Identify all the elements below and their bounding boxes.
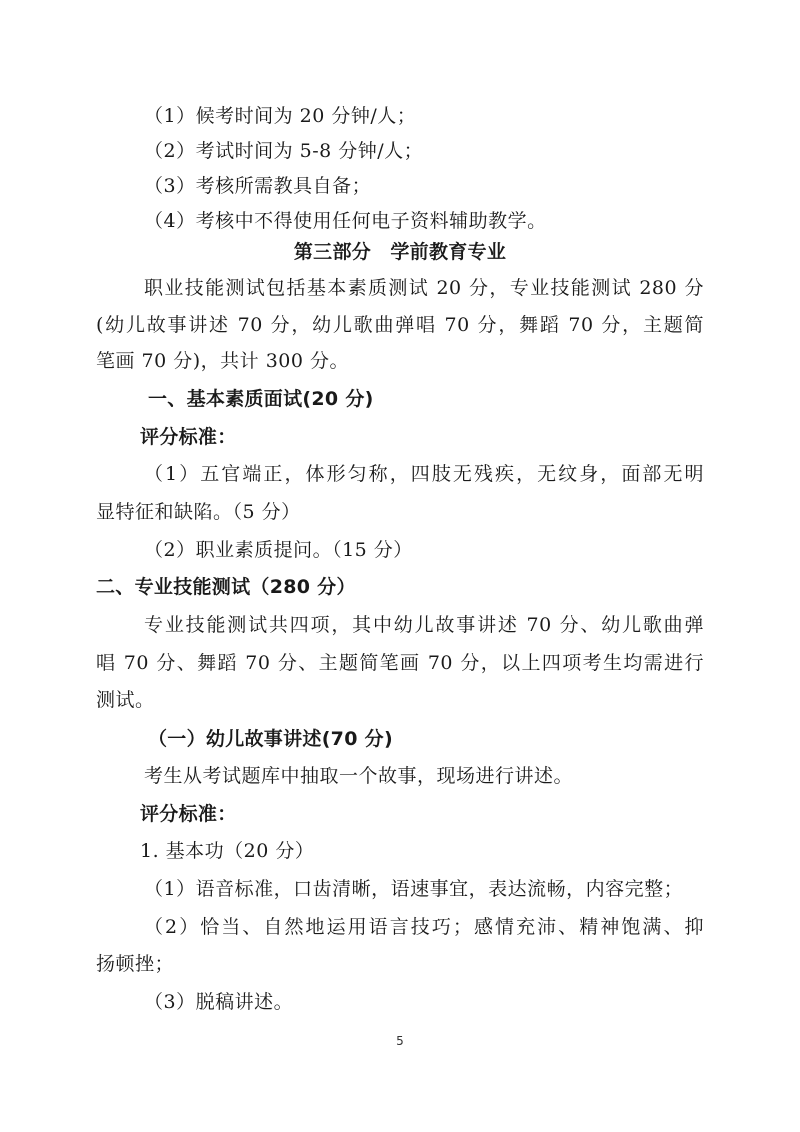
basic-skills-heading: 1. 基本功（20 分） (140, 840, 315, 862)
section-heading-part-three: 第三部分 学前教育专业 (293, 241, 507, 263)
scoring-criteria-label-2: 评分标准： (140, 803, 237, 825)
basic-skills-item-3: （3）脱稿讲述。 (144, 991, 294, 1013)
heading-basic-quality-interview: 一、基本素质面试(20 分) (148, 388, 374, 410)
heading-professional-skills-test: 二、专业技能测试（280 分） (96, 576, 356, 598)
skills-paragraph-line-2: 唱 70 分、舞蹈 70 分、主题简笔画 70 分，以上四项考生均需进行 (96, 652, 704, 674)
rule-line-1: （1）候考时间为 20 分钟/人； (144, 105, 417, 127)
basic-skills-item-1: （1）语音标准，口齿清晰，语速事宜，表达流畅，内容完整； (144, 878, 684, 900)
basic-skills-item-2-line-2: 扬顿挫； (96, 953, 175, 975)
criteria-item-1-line-1: （1）五官端正，体形匀称，四肢无残疾，无纹身，面部无明 (144, 463, 704, 485)
intro-paragraph-line-1: 职业技能测试包括基本素质测试 20 分，专业技能测试 280 分 (144, 277, 704, 299)
scoring-criteria-label-1: 评分标准： (140, 426, 237, 448)
rule-line-2: （2）考试时间为 5-8 分钟/人； (144, 140, 424, 162)
criteria-item-1-line-2: 显特征和缺陷。（5 分） (96, 501, 301, 523)
skills-paragraph-line-1: 专业技能测试共四项，其中幼儿故事讲述 70 分、幼儿歌曲弹 (144, 614, 704, 636)
basic-skills-item-2-line-1: （2）恰当、自然地运用语言技巧；感情充沛、精神饱满、抑 (144, 916, 704, 938)
rule-line-3: （3）考核所需教具自备； (144, 175, 372, 197)
skills-paragraph-line-3: 测试。 (96, 689, 155, 711)
page-number: 5 (396, 1034, 404, 1048)
intro-paragraph-line-3: 笔画 70 分)，共计 300 分。 (96, 350, 350, 372)
story-telling-description: 考生从考试题库中抽取一个故事，现场进行讲述。 (144, 765, 574, 787)
heading-story-telling: （一）幼儿故事讲述(70 分) (148, 728, 393, 750)
rule-line-4: （4）考核中不得使用任何电子资料辅助教学。 (144, 210, 547, 232)
intro-paragraph-line-2: (幼儿故事讲述 70 分，幼儿歌曲弹唱 70 分，舞蹈 70 分，主题简 (96, 314, 704, 336)
criteria-item-2: （2）职业素质提问。（15 分） (144, 539, 413, 561)
